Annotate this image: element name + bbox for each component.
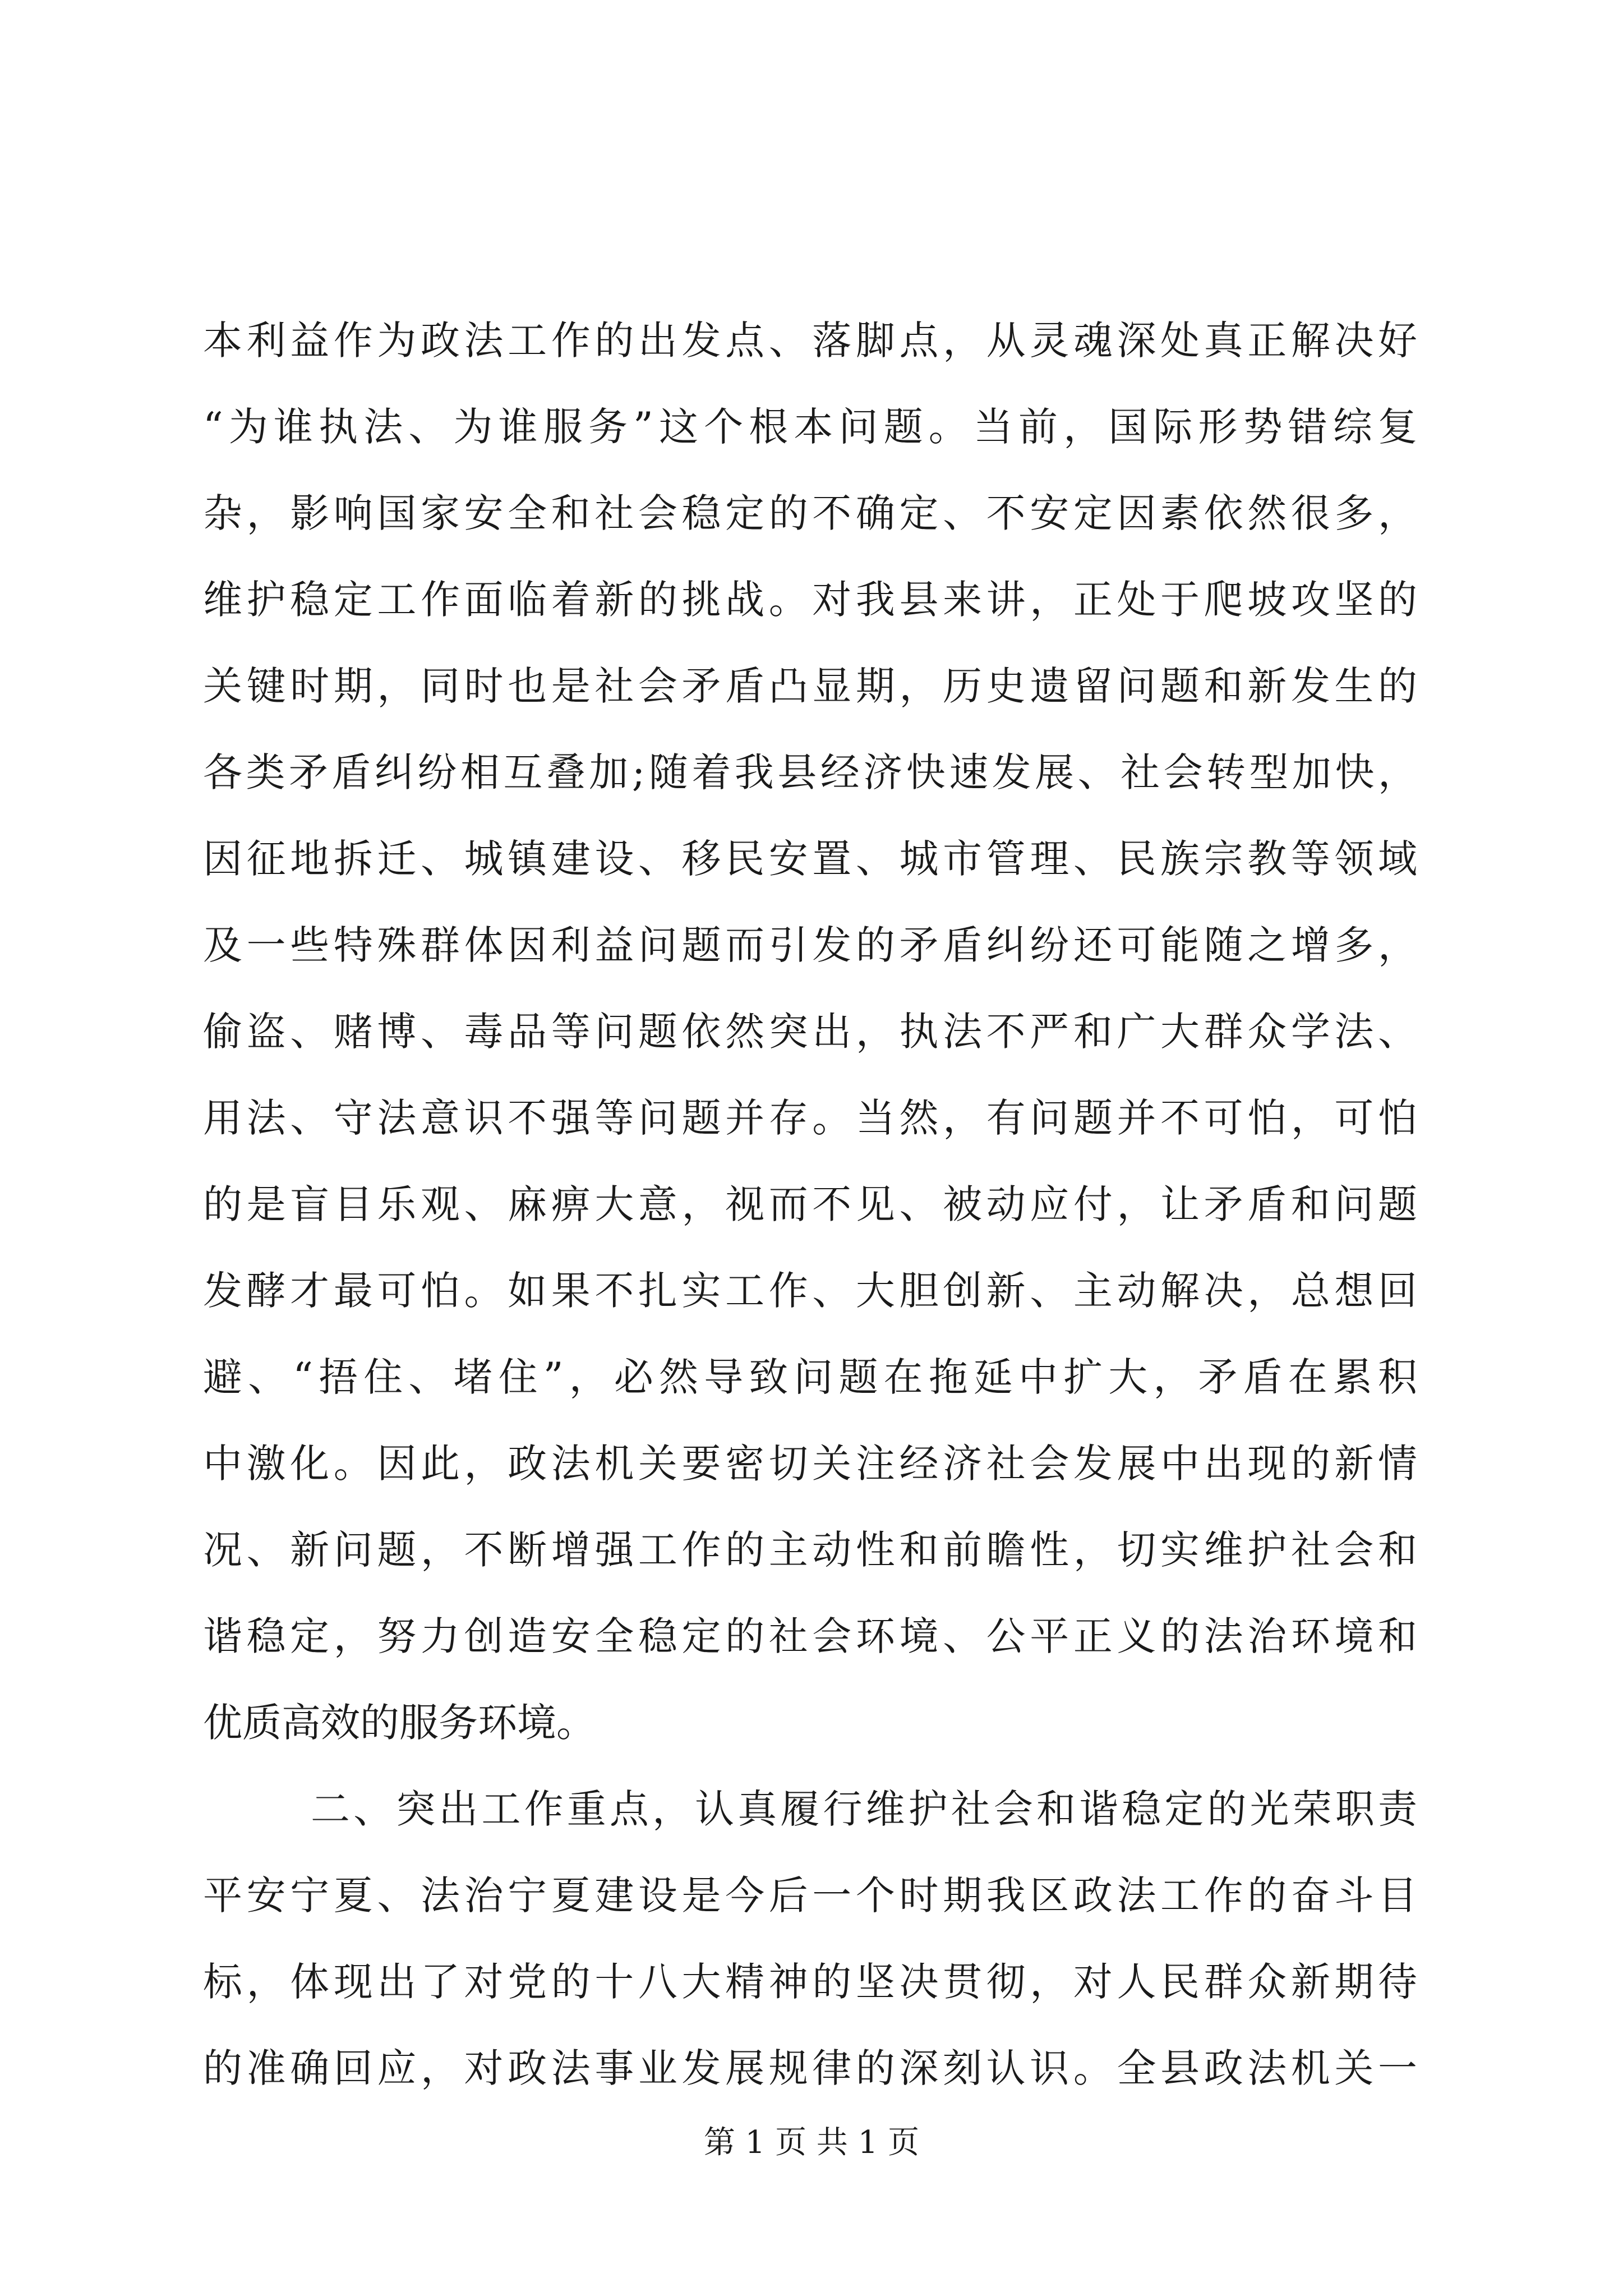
body-line: 平安宁夏、法治宁夏建设是今后一个时期我区政法工作的奋斗目 — [203, 1872, 1417, 1918]
body-line: 谐稳定，努力创造安全稳定的社会环境、公平正义的法治环境和 — [203, 1613, 1417, 1659]
body-line: 发酵才最可怕。如果不扎实工作、大胆创新、主动解决，总想回 — [203, 1268, 1417, 1314]
body-line: 因征地拆迁、城镇建设、移民安置、城市管理、民族宗教等领域 — [203, 836, 1417, 882]
body-line: 各类矛盾纠纷相互叠加;随着我县经济快速发展、社会转型加快， — [203, 749, 1417, 795]
body-line: 的准确回应，对政法事业发展规律的深刻认识。全县政法机关一 — [203, 2045, 1417, 2091]
body-line: 偷盗、赌博、毒品等问题依然突出，执法不严和广大群众学法、 — [203, 1009, 1417, 1055]
section-heading: 二、突出工作重点，认真履行维护社会和谐稳定的光荣职责 — [311, 1786, 1417, 1832]
body-line: 关键时期，同时也是社会矛盾凸显期，历史遗留问题和新发生的 — [203, 663, 1417, 709]
body-line: 维护稳定工作面临着新的挑战。对我县来讲，正处于爬坡攻坚的 — [203, 577, 1417, 623]
body-line: 避、“捂住、堵住”，必然导致问题在拖延中扩大，矛盾在累积 — [203, 1354, 1417, 1400]
body-line: 标，体现出了对党的十八大精神的坚决贯彻，对人民群众新期待 — [203, 1959, 1417, 2005]
body-line: 本利益作为政法工作的出发点、落脚点，从灵魂深处真正解决好 — [203, 318, 1417, 364]
body-line: 杂，影响国家安全和社会稳定的不确定、不安定因素依然很多， — [203, 490, 1417, 536]
body-line: 的是盲目乐观、麻痹大意，视而不见、被动应付，让矛盾和问题 — [203, 1181, 1417, 1227]
body-line: 优质高效的服务环境。 — [203, 1700, 596, 1746]
body-line: 及一些特殊群体因利益问题而引发的矛盾纠纷还可能随之增多， — [203, 922, 1417, 968]
body-line: “为谁执法、为谁服务”这个根本问题。当前，国际形势错综复 — [203, 404, 1417, 450]
body-line: 况、新问题，不断增强工作的主动性和前瞻性，切实维护社会和 — [203, 1527, 1417, 1573]
page-footer: 第 1 页 共 1 页 — [703, 2124, 920, 2161]
body-line: 用法、守法意识不强等问题并存。当然，有问题并不可怕，可怕 — [203, 1095, 1417, 1141]
body-line: 中激化。因此，政法机关要密切关注经济社会发展中出现的新情 — [203, 1441, 1417, 1487]
document-body — [203, 297, 1417, 2111]
